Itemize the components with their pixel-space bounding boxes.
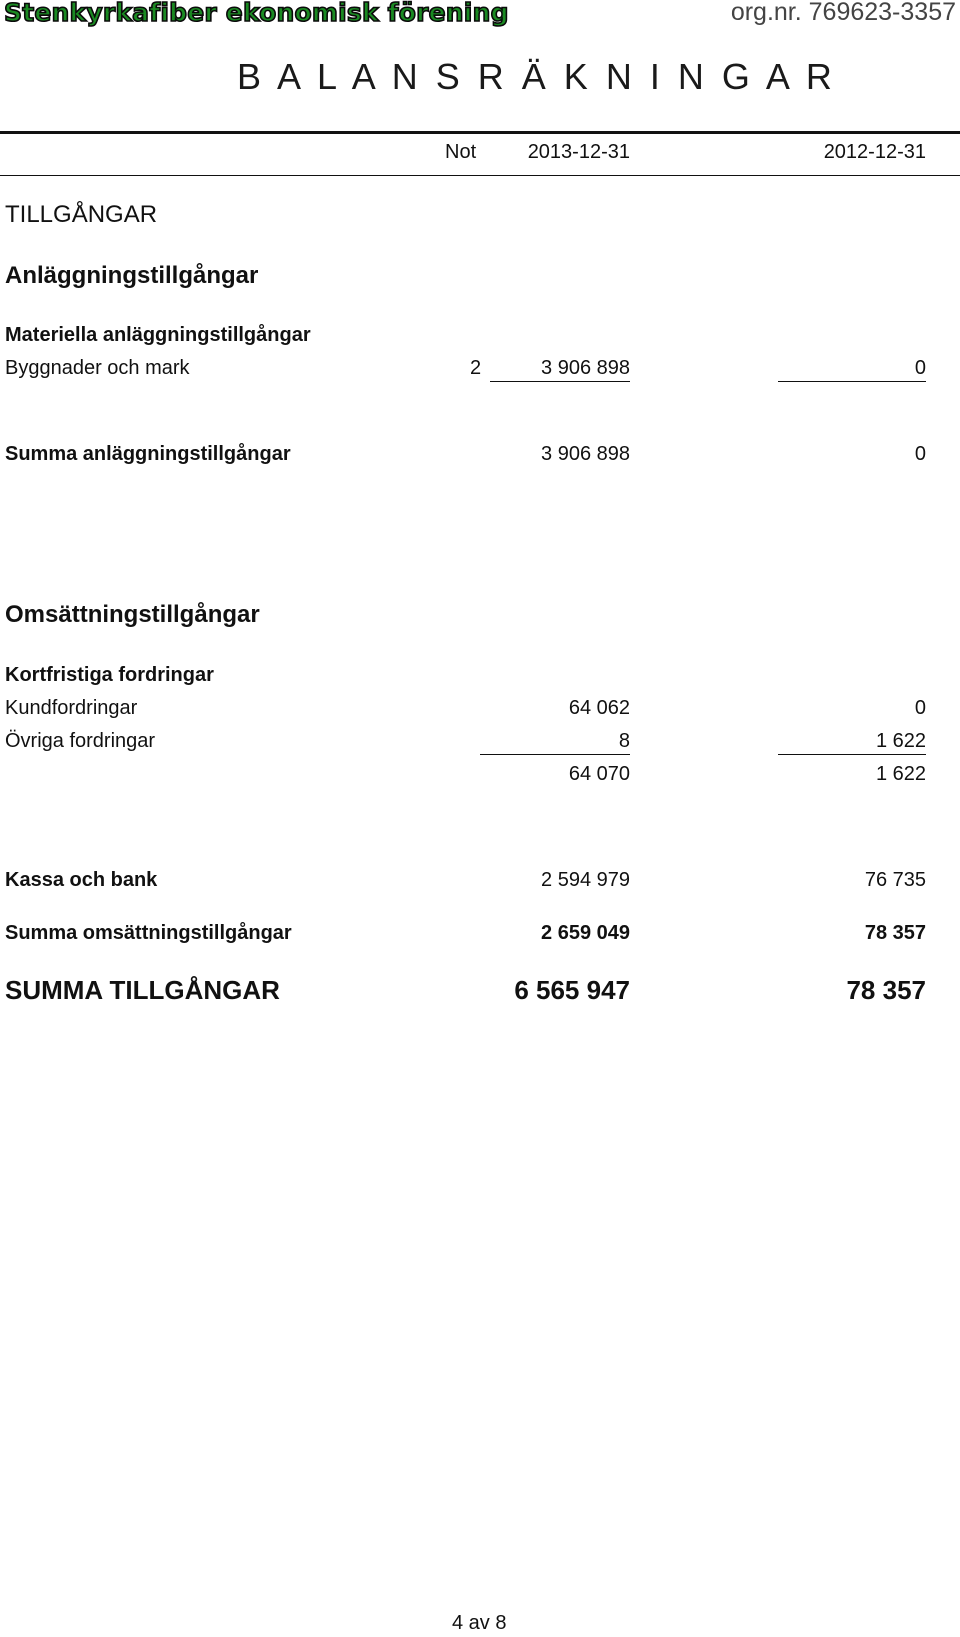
subsection-short-term-receivables: Kortfristiga fordringar bbox=[5, 664, 214, 686]
organization-name: Stenkyrkafiber ekonomisk förening bbox=[4, 0, 509, 27]
row-receivables-subtotal-previous: 1 622 bbox=[875, 763, 926, 785]
row-cash-bank-label: Kassa och bank bbox=[5, 869, 158, 891]
org-number: org.nr. 769623-3357 bbox=[730, 0, 956, 26]
row-accounts-receivable-previous: 0 bbox=[914, 697, 926, 719]
row-receivables-subtotal-current: 64 070 bbox=[568, 763, 630, 785]
row-other-receivables-previous: 1 622 bbox=[778, 730, 926, 755]
row-cash-bank-current: 2 594 979 bbox=[541, 869, 630, 891]
row-other-receivables-label: Övriga fordringar bbox=[5, 730, 156, 752]
page-title: B A L A N S R Ä K N I N G A R bbox=[237, 56, 836, 97]
header-divider-bottom bbox=[0, 175, 960, 176]
row-other-receivables-current: 8 bbox=[480, 730, 630, 755]
row-sum-current-previous: 78 357 bbox=[864, 922, 926, 944]
column-header-current: 2013-12-31 bbox=[527, 141, 630, 163]
row-total-assets-current: 6 565 947 bbox=[514, 975, 630, 1005]
column-header-note: Not bbox=[445, 141, 477, 163]
section-assets: TILLGÅNGAR bbox=[5, 201, 158, 228]
row-sum-fixed-label: Summa anläggningstillgångar bbox=[5, 443, 291, 465]
row-buildings-current: 3 906 898 bbox=[490, 357, 630, 382]
row-accounts-receivable-label: Kundfordringar bbox=[5, 697, 138, 719]
row-sum-current-label: Summa omsättningstillgångar bbox=[5, 922, 292, 944]
row-sum-fixed-previous: 0 bbox=[914, 443, 926, 465]
row-sum-fixed-current: 3 906 898 bbox=[541, 443, 630, 465]
row-buildings-label: Byggnader och mark bbox=[5, 357, 190, 379]
row-accounts-receivable-current: 64 062 bbox=[568, 697, 630, 719]
row-buildings-previous: 0 bbox=[778, 357, 926, 382]
header-divider-top bbox=[0, 131, 960, 134]
row-total-assets-previous: 78 357 bbox=[846, 975, 926, 1005]
row-sum-current-current: 2 659 049 bbox=[541, 922, 630, 944]
row-total-assets-label: SUMMA TILLGÅNGAR bbox=[5, 975, 280, 1005]
page-number: 4 av 8 bbox=[452, 1612, 507, 1634]
section-fixed-assets: Anläggningstillgångar bbox=[5, 262, 259, 289]
section-current-assets: Omsättningstillgångar bbox=[5, 601, 260, 628]
row-cash-bank-previous: 76 735 bbox=[864, 869, 926, 891]
subsection-tangible-fixed-assets: Materiella anläggningstillgångar bbox=[5, 324, 311, 346]
column-header-previous: 2012-12-31 bbox=[823, 141, 926, 163]
row-buildings-note: 2 bbox=[470, 357, 482, 379]
